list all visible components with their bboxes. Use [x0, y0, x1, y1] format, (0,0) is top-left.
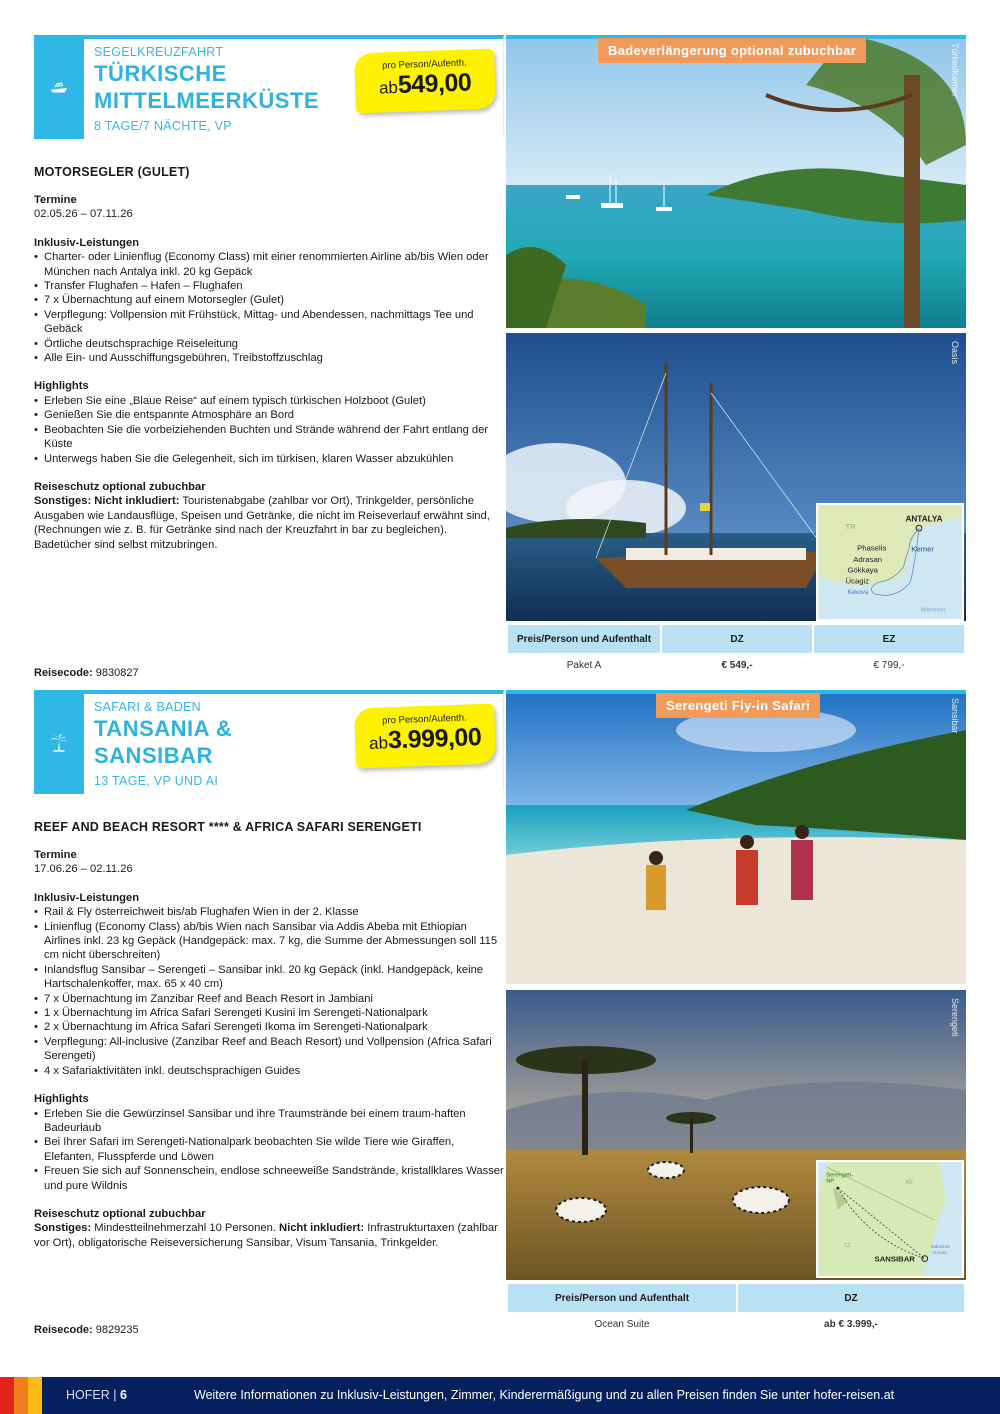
price-tag — [354, 704, 496, 769]
price-per-label: pro Person/Aufenth. — [382, 57, 467, 72]
price-per-label: pro Person/Aufenth. — [382, 712, 467, 727]
table-header-row — [508, 1284, 964, 1312]
brand-stripe-yellow — [28, 1377, 42, 1414]
svg-text:Ozean: Ozean — [932, 1250, 947, 1256]
price-amount: 549,00 — [397, 68, 472, 99]
page-number: 6 — [119, 1388, 127, 1402]
inklusiv-label: Inklusiv-Leistungen — [34, 236, 140, 249]
offer-header — [34, 35, 504, 135]
list-item: • Transfer Flughafen – Hafen – Flughafen — [34, 279, 504, 293]
photo-credit: Türkei/Kemer — [950, 43, 960, 98]
photo-credit: Oasis — [950, 341, 960, 365]
list-item: • Bei Ihrer Safari im Serengeti-Nationalpark beobachten Sie wilde Tiere wie Giraffen, Elefanten, Flusspferde und Löwen — [34, 1135, 504, 1164]
photo-credit: Sansibar — [950, 698, 960, 734]
offer-category: SEGELKREUZFAHRT — [94, 45, 224, 59]
reisecode-value: 9830827 — [95, 667, 139, 679]
list-item: • Genießen Sie die entspannte Atmosphäre an Bord — [34, 408, 504, 422]
list-item: • 2 x Übernachtung im Africa Safari Serengeti Ikoma im Serengeti-Nationalpark — [34, 1020, 504, 1034]
table-row — [508, 653, 964, 677]
photo-gulet — [506, 333, 966, 621]
highlights-list — [34, 394, 504, 466]
table-cell: ab € 3.999,- — [824, 1318, 878, 1330]
table-header: Preis/Person und Aufenthalt — [508, 1284, 736, 1312]
list-item: • Verpflegung: All-inclusive (Zanzibar Reef and Beach Resort) und Vollpension (Africa Safari Serengeti) — [34, 1035, 504, 1064]
brand-stripe-orange — [14, 1377, 28, 1414]
svg-text:Mittelmeer: Mittelmeer — [920, 607, 946, 614]
list-item: • Alle Ein- und Ausschiffungsgebühren, Treibstoffzuschlag — [34, 351, 504, 365]
table-header-row — [508, 625, 964, 653]
brand-stripe-red — [0, 1377, 14, 1414]
svg-text:SANSIBAR: SANSIBAR — [874, 1254, 915, 1264]
table-cell: € 799,- — [873, 659, 905, 671]
reisecode: Reisecode: 9830827 — [34, 667, 139, 679]
page-footer — [0, 1377, 1000, 1414]
svg-text:Serengeti-: Serengeti- — [826, 1172, 853, 1179]
list-item: • Örtliche deutschsprachige Reiseleitung — [34, 337, 504, 351]
price-tag — [354, 49, 496, 114]
table-header: DZ — [662, 625, 812, 653]
offer-title-line1: TANSANIA & — [94, 716, 233, 741]
svg-text:Kekova: Kekova — [847, 588, 869, 596]
price-table — [506, 1284, 966, 1336]
footer-info: Weitere Informationen zu Inklusiv-Leistungen, Zimmer, Kinderermäßigung und zu allen Preisen finden Sie unter hofer-reisen.at — [194, 1388, 895, 1402]
offer-title-line1: TÜRKISCHE — [94, 61, 227, 86]
list-item: • Linienflug (Economy Class) ab/bis Wien nach Sansibar via Addis Abeba mit Ethiopian Airlines inkl. 23 kg Gepäck (Handgepäck: max. 7 kg, die Summe der Abmessungen soll 115 cm nicht überschreiten) — [34, 920, 504, 963]
list-item: • Erleben Sie eine „Blaue Reise“ auf einem typisch türkischen Holzboot (Gulet) — [34, 394, 504, 408]
reisecode-value: 9829235 — [95, 1324, 139, 1336]
highlights-list — [34, 1107, 504, 1193]
svg-text:Kemer: Kemer — [911, 544, 934, 554]
photo-bay — [506, 35, 966, 328]
table-cell: Paket A — [566, 659, 602, 671]
list-item: • Unterwegs haben Sie die Gelegenheit, sich im türkisen, klaren Wasser abzukühlen — [34, 452, 504, 466]
table-header: EZ — [814, 625, 964, 653]
offer-details — [34, 35, 504, 685]
offer-media — [506, 690, 966, 1350]
price-amount: 3.999,00 — [387, 723, 482, 755]
table-row — [508, 1312, 964, 1336]
list-item: • Inlandsflug Sansibar – Serengeti – Sansibar inkl. 20 kg Gepäck (inkl. Handgepäck, keine Hartschalenkoffer, max. 65 x 40 cm) — [34, 963, 504, 992]
sonstiges-label: Sonstiges: — [34, 1222, 92, 1235]
list-item: • Verpflegung: Vollpension mit Frühstück, Mittag- und Abendessen, nachmittags Tee und Gebäck — [34, 308, 504, 337]
inklusiv-list — [34, 250, 504, 365]
badge-serengeti-fly-in-safari: Serengeti Fly-in Safari — [656, 693, 820, 718]
offer-title-line2: MITTELMEERKÜSTE — [94, 88, 320, 113]
termine-value: 02.05.26 – 07.11.26 — [34, 208, 133, 221]
offer-title-line2: SANSIBAR — [94, 743, 213, 768]
list-item: • 7 x Übernachtung auf einem Motorsegler (Gulet) — [34, 293, 504, 307]
list-item: • 7 x Übernachtung im Zanzibar Reef and Beach Resort in Jambiani — [34, 992, 504, 1006]
sonstiges-label: Sonstiges: Nicht inkludiert: — [34, 495, 180, 508]
svg-text:Phaselis: Phaselis — [857, 543, 887, 553]
svg-text:ANTALYA: ANTALYA — [905, 514, 943, 524]
price-table — [506, 625, 966, 677]
reiseschutz-label: Reiseschutz optional zubuchbar — [34, 1207, 206, 1220]
price-prefix: ab — [378, 77, 399, 98]
list-item: • 1 x Übernachtung im Africa Safari Serengeti Kusini im Serengeti-Nationalpark — [34, 1006, 504, 1020]
offer-content — [34, 193, 504, 552]
photo-zebras — [506, 990, 966, 1280]
offer-content — [34, 848, 504, 1250]
palm-tree-icon — [34, 690, 84, 794]
footer-brand: HOFER | 6 — [66, 1388, 127, 1402]
highlights-label: Highlights — [34, 1093, 89, 1106]
table-header: Preis/Person und Aufenthalt — [508, 625, 660, 653]
svg-text:KE: KE — [905, 1179, 914, 1186]
inklusiv-label: Inklusiv-Leistungen — [34, 891, 140, 904]
map-inset-turkey — [816, 503, 964, 621]
offer-header — [34, 690, 504, 790]
list-item: • Rail & Fly österreichweit bis/ab Flughafen Wien in der 2. Klasse — [34, 905, 504, 919]
svg-text:Ücagiz: Ücagiz — [845, 576, 870, 586]
offer-subtitle: REEF AND BEACH RESORT **** & AFRICA SAFARI SERENGETI — [34, 820, 422, 834]
photo-credit: Serengeti — [950, 998, 960, 1037]
list-item: • Charter- oder Linienflug (Economy Class) mit einer renommierten Airline ab/bis Wien oder München nach Antalya inkl. 20 kg Gepäck — [34, 250, 504, 279]
price-prefix: ab — [368, 733, 389, 753]
list-item: • Beobachten Sie die vorbeiziehenden Buchten und Strände während der Fahrt entlang der Küste — [34, 423, 504, 452]
map-inset-tanzania — [816, 1160, 964, 1278]
svg-text:TR: TR — [845, 522, 856, 532]
offer-category: SAFARI & BADEN — [94, 700, 202, 714]
offer-turkische-mittelmeerkueste — [34, 35, 966, 685]
svg-text:Indischer: Indischer — [930, 1244, 951, 1250]
table-cell: Ocean Suite — [594, 1318, 650, 1330]
list-item: • 4 x Safariaktivitäten inkl. deutschsprachigen Guides — [34, 1064, 504, 1078]
termine-value: 17.06.26 – 02.11.26 — [34, 863, 133, 876]
termine-label: Termine — [34, 849, 77, 861]
offer-media — [506, 35, 966, 685]
svg-text:TZ: TZ — [843, 1243, 851, 1250]
svg-text:Adrasan: Adrasan — [853, 555, 883, 564]
svg-text:NP: NP — [826, 1178, 835, 1185]
inklusiv-list — [34, 905, 504, 1078]
badge-badeverlaengerung: Badeverlängerung optional zubuchbar — [598, 38, 866, 63]
offer-subtitle: MOTORSEGLER (GULET) — [34, 165, 190, 179]
highlights-label: Highlights — [34, 380, 89, 393]
offer-duration: 8 TAGE/7 NÄCHTE, VP — [94, 119, 232, 133]
offer-details — [34, 690, 504, 1350]
sonstiges-text: Sonstiges: Mindestteilnehmerzahl 10 Personen. Nicht inkludiert: Infrastrukturtaxen (zahlbar vor Ort), obligatorische Reiseversicherung Sansibar, Visum Tansania, Trinkgelder. — [34, 1222, 498, 1249]
reisecode: Reisecode: 9829235 — [34, 1324, 139, 1336]
reiseschutz-label: Reiseschutz optional zubuchbar — [34, 480, 206, 493]
ship-icon — [34, 35, 84, 139]
offer-tansania-sansibar — [34, 690, 966, 1350]
table-header: DZ — [738, 1284, 964, 1312]
offer-duration: 13 TAGE, VP UND AI — [94, 774, 219, 788]
sonstiges-text: Sonstiges: Nicht inkludiert: Touristenabgabe (zahlbar vor Ort), Trinkgelder, persönliche Ausgaben wie Landausflüge, Speisen und Getränke, die nicht im Reiseverlauf erwähnt sind, (Rechnungen wie z. B. für Getränke sind nach der Kreuzfahrt in bar zu begleichen). Badetücher sind selbst mitzubringen. — [34, 495, 490, 551]
table-cell: € 549,- — [721, 659, 753, 671]
termine-label: Termine — [34, 194, 77, 206]
list-item: • Erleben Sie die Gewürzinsel Sansibar und ihre Traumstrände bei einem traum-haften Badeurlaub — [34, 1107, 504, 1136]
list-item: • Freuen Sie sich auf Sonnenschein, endlose schneeweiße Sandstrände, kristallklares Wasser und pure Wildnis — [34, 1164, 504, 1193]
nicht-inkludiert-label: Nicht inkludiert: — [279, 1222, 365, 1235]
svg-text:Gökkaya: Gökkaya — [847, 565, 878, 575]
photo-beach — [506, 690, 966, 984]
